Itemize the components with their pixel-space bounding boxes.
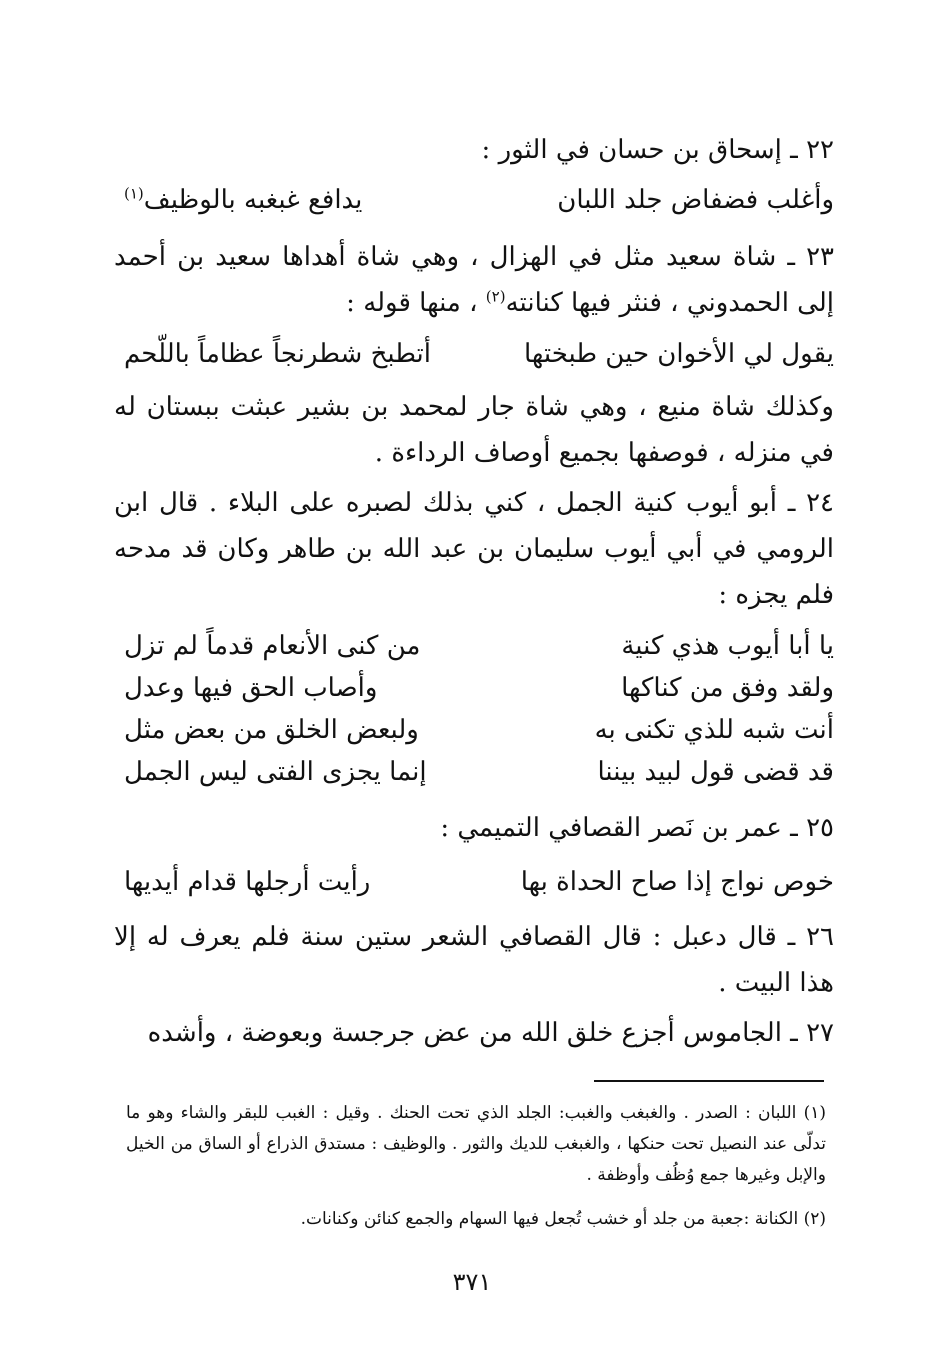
footnote-2: (٢) الكنانة :جعبة من جلد أو خشب تُجعل فيها السهام والجمع كنائن وكنانات. [300, 1209, 826, 1229]
entry-22-verse [124, 178, 834, 222]
entry-25-heading: ٢٥ ـ عمر بن نَصر القصافي التميمي : [440, 813, 834, 843]
verse-second-hemistich: ولبعض الخلق من بعض مثل [124, 715, 419, 745]
entry-24-verse-2 [124, 666, 834, 710]
entry-27-paragraph: ٢٧ ـ الجاموس أجزع خلق الله من عض جرجسة وبعوضة ، وأشده [147, 1018, 834, 1048]
verse-first-hemistich: يا أبا أيوب هذي كنية [621, 631, 834, 661]
verse-second-hemistich: من كنى الأنعام قدماً لم تزل [124, 631, 421, 661]
verse-first-hemistich: وأغلب فضفاض جلد اللبان [557, 185, 834, 215]
entry-26-paragraph: ٢٦ ـ قال دعبل : قال القصافي الشعر ستين سنة فلم يعرف له إلا هذا البيت . [114, 922, 834, 998]
entry-24-verse-1 [124, 624, 834, 668]
footnote-ref-1[interactable]: (١) [124, 184, 144, 203]
page-number: ٣٧١ [452, 1268, 492, 1296]
footnote-divider [594, 1080, 824, 1082]
verse-first-hemistich: أنت شبه للذي تكنى به [594, 715, 834, 745]
verse-second-hemistich: رأيت أرجلها قدام أيديها [124, 867, 371, 897]
entry-23-verse [124, 332, 834, 376]
footnote-1: (١) اللبان : الصدر . والغبغب والغبب: الجلد الذي تحت الحنك . وقيل : الغبب للبقر والشاء وهو ما تدلّى عند النصيل تحت حنكها ، والغبغب للديك والثور . والوظيف : مستدق الذراع أو الساق من الخيل والإبل وغيرها جمع وُظُف وأوظفة . [126, 1103, 826, 1185]
verse-second-text: يدافع غبغبه بالوظيف [143, 185, 363, 215]
entry-23-text-b: ، منها قوله : [346, 288, 486, 318]
verse-first-hemistich: ولقد وفق من كناكها [621, 673, 834, 703]
entry-24-verse-4 [124, 750, 834, 794]
verse-first-hemistich: قد قضى قول لبيد بيننا [597, 757, 834, 787]
entry-24-paragraph: ٢٤ ـ أبو أيوب كنية الجمل ، كني بذلك لصبره على البلاء . قال ابن الرومي في أبي أيوب سليمان بن عبد الله بن طاهر وكان قد مدحه فلم يجزه : [114, 488, 834, 610]
entry-24-verse-3 [124, 708, 834, 752]
entry-25-verse [124, 860, 834, 904]
verse-first-hemistich: يقول لي الأخوان حين طبختها [523, 339, 834, 369]
verse-first-hemistich: خوص نواج إذا صاح الحداة بها [520, 867, 834, 897]
entry-23-paragraph [114, 234, 834, 326]
footnote-ref-2[interactable]: (٢) [485, 287, 506, 306]
entry-23-text-a: ٢٣ ـ شاة سعيد مثل في الهزال ، وهي شاة أهداها سعيد بن أحمد إلى الحمدوني ، فنثر فيها كنانته [114, 242, 835, 318]
verse-second-hemistich [124, 178, 444, 222]
entry-22-heading: ٢٢ ـ إسحاق بن حسان في الثور : [481, 135, 834, 165]
verse-second-hemistich: وأصاب الحق فيها وعدل [124, 673, 378, 703]
entry-23-paragraph-2: وكذلك شاة منيع ، وهي شاة جار لمحمد بن بشير عبثت ببستان له في منزله ، فوصفها بجميع أوصاف الرداءة . [114, 392, 834, 468]
verse-second-hemistich: أتطبخ شطرنجاً عظاماً باللّحم [124, 339, 431, 369]
verse-second-hemistich: إنما يجزى الفتى ليس الجمل [124, 757, 427, 787]
